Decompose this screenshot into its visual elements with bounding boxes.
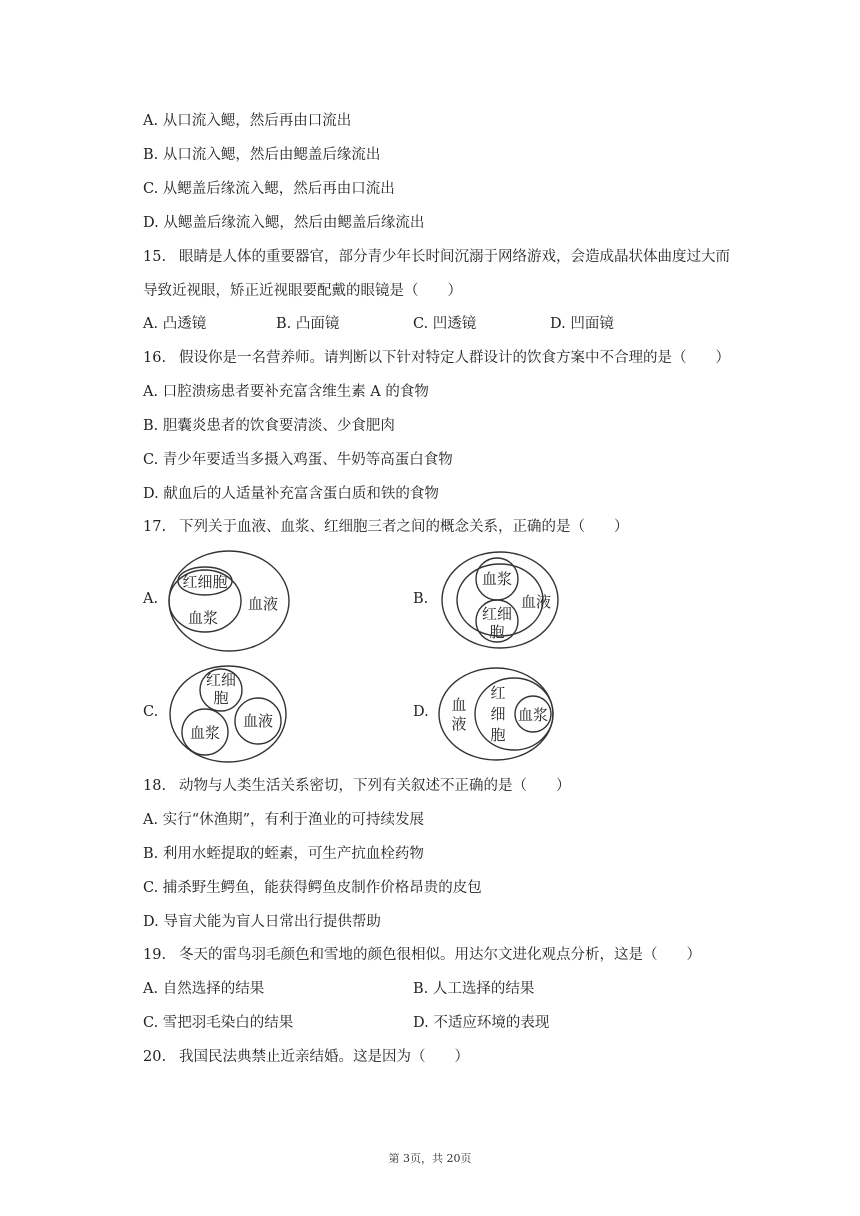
page-footer: 第 3页，共 20页 (388, 1152, 472, 1165)
q16-option-b: B. 胆囊炎患者的饮食要清淡、少食肥肉 (143, 418, 395, 434)
q17-b-red-cell-label-2: 胞 (489, 623, 505, 641)
q17-c-red-cell-label-2: 胞 (213, 689, 229, 707)
q20-stem-text: 我国民法典禁止近亲结婚。这是因为（ ） (179, 1049, 469, 1065)
q15-option-d: D. 凹面镜 (550, 316, 614, 332)
q16-stem (143, 348, 730, 368)
q17-a-plasma-label: 血浆 (187, 609, 219, 627)
q19-options-row1 (143, 979, 534, 999)
q19-option-a: A. 自然选择的结果 (143, 981, 265, 997)
q19-stem-text: 冬天的雷鸟羽毛颜色和雪地的颜色很相似。用达尔文进化观点分析，这是（ ） (179, 947, 701, 963)
q17-number: 17. (143, 519, 167, 535)
q15-stem-line2: 导致近视眼，矫正近视眼要配戴的眼镜是（ ） (143, 283, 462, 299)
q17-d-red-cell-label-3: 胞 (490, 726, 506, 744)
q19-option-b: B. 人工选择的结果 (413, 981, 535, 997)
q15-stem-line1: 眼睛是人体的重要器官，部分青少年长时间沉溺于网络游戏，会造成晶状体曲度过大而 (179, 249, 730, 265)
q18-stem-text: 动物与人类生活关系密切，下列有关叙述不正确的是（ ） (179, 778, 571, 794)
q17-b-red-cell-label-1: 红细 (481, 605, 513, 623)
q17-option-a-letter: A. (143, 591, 159, 607)
q17-d-blood-label-1: 血 (451, 696, 467, 714)
q19-number: 19. (143, 947, 167, 963)
q17-c-plasma-label: 血浆 (189, 724, 221, 742)
q17-stem (143, 517, 629, 537)
q17-stem-text: 下列关于血液、血浆、红细胞三者之间的概念关系，正确的是（ ） (179, 519, 629, 535)
q18-stem (143, 776, 571, 796)
q17-diagram-b (438, 549, 568, 654)
q17-diagram-d (436, 665, 561, 765)
q20-number: 20. (143, 1049, 167, 1065)
q14-option-d: D. 从鳃盖后缘流入鳃，然后由鳃盖后缘流出 (143, 215, 425, 231)
q18-option-d: D. 导盲犬能为盲人日常出行提供帮助 (143, 914, 381, 930)
q15-stem (143, 247, 730, 267)
q17-option-b-letter: B. (413, 591, 429, 607)
q16-option-d: D. 献血后的人适量补充富含蛋白质和铁的食物 (143, 486, 439, 502)
q17-d-blood-label-2: 液 (451, 715, 467, 733)
q16-option-a: A. 口腔溃疡患者要补充富含维生素 A 的食物 (143, 384, 429, 400)
q17-c-red-cell-label-1: 红细 (205, 671, 237, 689)
q17-a-red-cell-label: 红细胞 (182, 573, 228, 591)
q17-option-d-letter: D. (413, 704, 429, 720)
q19-options-row2 (143, 1013, 549, 1033)
q15-options (143, 314, 614, 334)
q19-option-d: D. 不适应环境的表现 (413, 1015, 550, 1031)
q15-option-a: A. 凸透镜 (143, 316, 207, 332)
q17-diagram-c (165, 663, 295, 768)
q17-option-c-letter: C. (143, 704, 159, 720)
q17-diagram-a (165, 547, 295, 657)
q18-option-a: A. 实行“休渔期”，有利于渔业的可持续发展 (143, 812, 425, 828)
q20-stem (143, 1047, 469, 1067)
q17-d-red-cell-label-2: 细 (490, 705, 506, 723)
q19-stem (143, 945, 701, 965)
q18-number: 18. (143, 778, 167, 794)
q15-option-c: C. 凹透镜 (413, 316, 477, 332)
q14-option-c: C. 从鳃盖后缘流入鳃，然后再由口流出 (143, 181, 395, 197)
q18-option-b: B. 利用水蛭提取的蛭素，可生产抗血栓药物 (143, 846, 424, 862)
q16-option-c: C. 青少年要适当多摄入鸡蛋、牛奶等高蛋白食物 (143, 452, 453, 468)
q17-c-blood-label: 血液 (242, 712, 274, 730)
q15-number: 15. (143, 249, 167, 265)
q17-b-blood-label: 血液 (520, 593, 552, 611)
q17-d-plasma-label: 血浆 (517, 706, 549, 724)
q17-a-blood-label: 血液 (247, 595, 279, 613)
q16-stem-text: 假设你是一名营养师。请判断以下针对特定人群设计的饮食方案中不合理的是（ ） (179, 350, 730, 366)
q19-option-c: C. 雪把羽毛染白的结果 (143, 1015, 294, 1031)
q14-option-b: B. 从口流入鳃，然后由鳃盖后缘流出 (143, 147, 381, 163)
q17-b-plasma-label: 血浆 (481, 570, 513, 588)
q14-option-a: A. 从口流入鳃，然后再由口流出 (143, 113, 352, 129)
q18-option-c: C. 捕杀野生鳄鱼，能获得鳄鱼皮制作价格昂贵的皮包 (143, 880, 482, 896)
q17-d-red-cell-label-1: 红 (490, 684, 506, 702)
q16-number: 16. (143, 350, 167, 366)
q15-option-b: B. 凸面镜 (276, 316, 340, 332)
